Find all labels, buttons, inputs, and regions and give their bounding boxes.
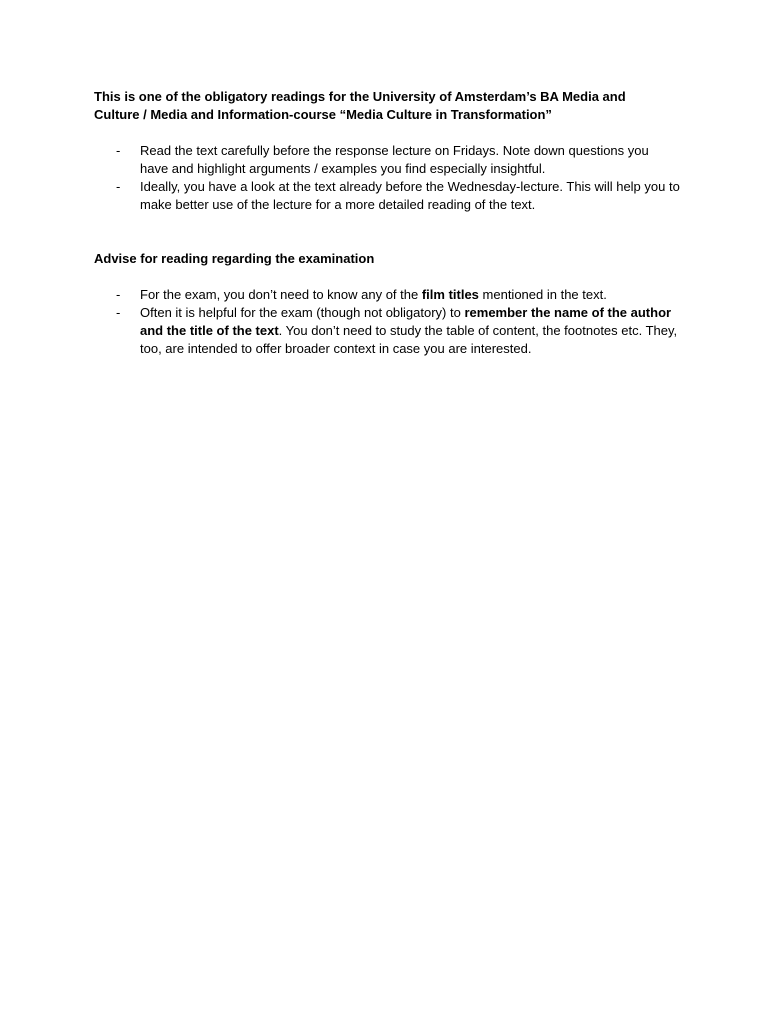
list-item bbox=[94, 304, 684, 358]
list-item-text bbox=[140, 286, 680, 304]
list-item bbox=[94, 178, 684, 214]
bold-text: remember the name of the author and the title of the text bbox=[140, 305, 672, 338]
exam-list bbox=[94, 286, 684, 358]
list-item-text: Read the text carefully before the response lecture on Fridays. Note down questions you have and highlight arguments / examples you find especially insightful. bbox=[140, 143, 649, 176]
list-item-text: Ideally, you have a look at the text already before the Wednesday-lecture. This will help you to make better use of the lecture for a more detailed reading of the text. bbox=[140, 179, 680, 212]
list-item-text bbox=[140, 304, 680, 358]
bullet-dash: - bbox=[116, 305, 121, 320]
text-segment: mentioned in the text. bbox=[478, 287, 607, 302]
text-segment: For the exam, you don’t need to know any of the bbox=[140, 287, 422, 302]
text-segment: Often it is helpful for the exam (though not obligatory) to bbox=[140, 305, 465, 320]
list-item bbox=[94, 142, 684, 178]
intro-heading: This is one of the obligatory readings for the University of Amsterdam’s BA Media and Culture / Media and Information-course “Media Culture in Transformation” bbox=[94, 89, 626, 122]
list-item bbox=[94, 286, 684, 304]
bullet-dash: - bbox=[116, 287, 121, 302]
bullet-dash: - bbox=[116, 143, 121, 158]
intro-list bbox=[94, 142, 684, 214]
bold-text: film titles bbox=[421, 287, 479, 302]
bullet-dash: - bbox=[116, 179, 121, 194]
exam-heading: Advise for reading regarding the examination bbox=[94, 251, 375, 266]
text-segment: . You don’t need to study the table of content, the footnotes etc. They, too, are intended to offer broader context in case you are interested. bbox=[140, 323, 678, 356]
document-body bbox=[94, 88, 684, 358]
